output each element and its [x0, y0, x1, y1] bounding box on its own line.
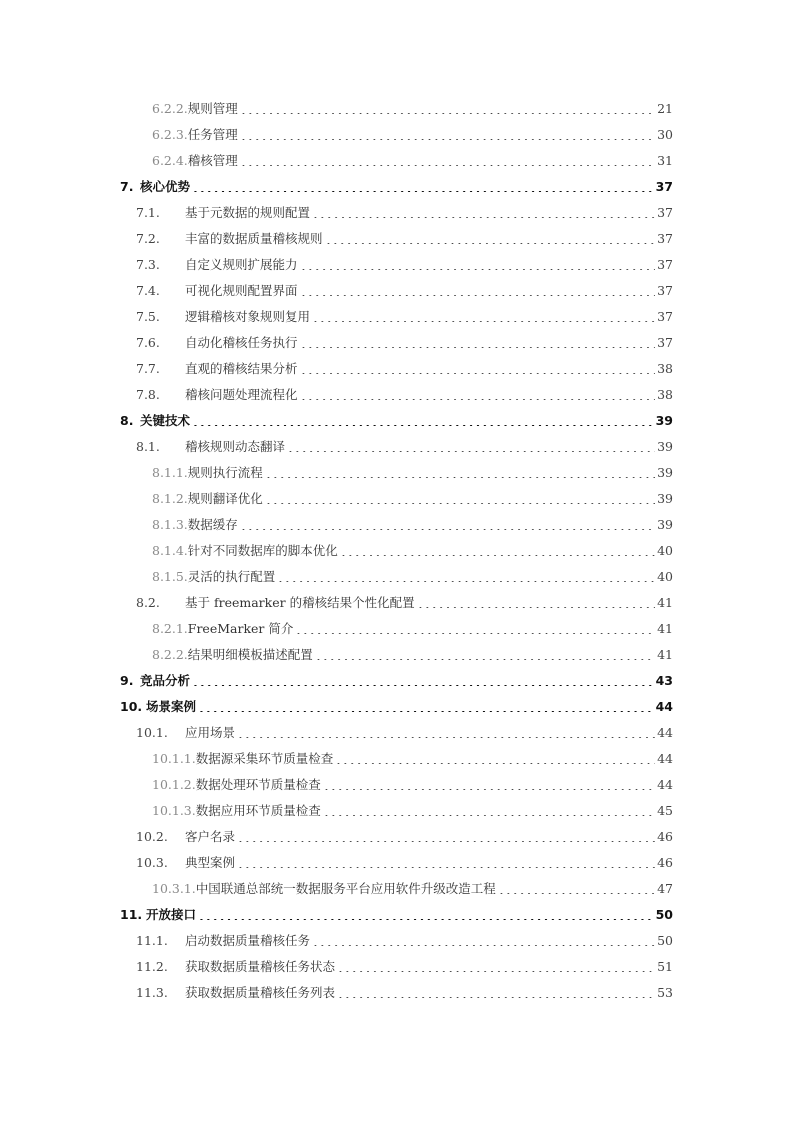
toc-number: 6.2.3. — [152, 127, 188, 142]
toc-page-number: 44 — [655, 699, 673, 714]
dot-leader — [340, 538, 655, 564]
toc-title: 典型案例 — [185, 855, 236, 870]
dot-leader — [277, 564, 655, 590]
toc-page-number: 44 — [657, 725, 673, 740]
toc-entry[interactable] — [152, 746, 673, 772]
dot-leader — [192, 174, 654, 200]
toc-title: 基于 freemarker 的稽核结果个性化配置 — [185, 595, 415, 610]
toc-page-number: 30 — [657, 127, 673, 142]
toc-entry[interactable] — [152, 616, 673, 642]
toc-entry[interactable] — [136, 850, 673, 876]
toc-number: 7.8. — [136, 387, 160, 402]
toc-title: 客户名录 — [185, 829, 236, 844]
toc-title: 稽核管理 — [187, 153, 238, 168]
toc-page-number: 37 — [657, 309, 673, 324]
dot-leader — [312, 928, 655, 954]
toc-number: 8.1.5. — [152, 569, 188, 584]
toc-number: 8.2.2. — [152, 647, 188, 662]
dot-leader — [498, 876, 655, 902]
toc-number: 8.1.1. — [152, 465, 188, 480]
dot-leader — [192, 668, 654, 694]
toc-page-number: 41 — [657, 595, 673, 610]
toc-page-number: 39 — [657, 491, 673, 506]
dot-leader — [240, 96, 655, 122]
toc-number: 11.3. — [136, 985, 168, 1000]
toc-entry[interactable] — [120, 408, 673, 434]
toc-entry[interactable] — [136, 824, 673, 850]
toc-title: FreeMarker 简介 — [187, 621, 294, 636]
toc-page-number: 40 — [657, 543, 673, 558]
dot-leader — [323, 798, 655, 824]
toc-page-number: 38 — [657, 387, 673, 402]
toc-number: 7.2. — [136, 231, 160, 246]
toc-entry[interactable] — [136, 954, 673, 980]
toc-number: 10.2. — [136, 829, 168, 844]
dot-leader — [300, 330, 656, 356]
toc-entry[interactable] — [136, 252, 673, 278]
toc-title: 竞品分析 — [140, 673, 191, 688]
toc-number: 7.7. — [136, 361, 160, 376]
toc-title: 自动化稽核任务执行 — [185, 335, 298, 350]
toc-page-number: 47 — [657, 881, 673, 896]
toc-number: 10.1.2. — [152, 777, 196, 792]
toc-title: 规则管理 — [187, 101, 238, 116]
dot-leader — [198, 694, 654, 720]
dot-leader — [323, 772, 655, 798]
toc-title: 任务管理 — [187, 127, 238, 142]
toc-title: 中国联通总部统一数据服务平台应用软件升级改造工程 — [195, 881, 496, 896]
toc-entry[interactable] — [120, 902, 673, 928]
toc-entry[interactable] — [120, 668, 673, 694]
dot-leader — [237, 720, 655, 746]
dot-leader — [287, 434, 655, 460]
toc-title: 灵活的执行配置 — [187, 569, 276, 584]
toc-page-number: 37 — [657, 257, 673, 272]
toc-entry[interactable] — [136, 382, 673, 408]
dot-leader — [240, 122, 655, 148]
toc-title: 核心优势 — [140, 179, 191, 194]
toc-number: 10.3.1. — [152, 881, 196, 896]
toc-number: 8.2.1. — [152, 621, 188, 636]
toc-number: 8.1.3. — [152, 517, 188, 532]
toc-number: 8.2. — [136, 595, 160, 610]
toc-entry[interactable] — [136, 278, 673, 304]
toc-entry[interactable] — [152, 538, 673, 564]
toc-page-number: 46 — [657, 855, 673, 870]
toc-entry[interactable] — [136, 330, 673, 356]
toc-page-number: 43 — [655, 673, 673, 688]
toc-entry[interactable] — [136, 200, 673, 226]
toc-entry[interactable] — [120, 174, 673, 200]
toc-page-number: 44 — [657, 777, 673, 792]
dot-leader — [237, 824, 655, 850]
toc-number: 8.1. — [136, 439, 160, 454]
toc-title: 稽核规则动态翻译 — [185, 439, 286, 454]
dot-leader — [337, 980, 655, 1006]
toc-title: 数据处理环节质量检查 — [195, 777, 321, 792]
toc-page-number: 41 — [657, 647, 673, 662]
toc-entry[interactable] — [152, 798, 673, 824]
toc-title: 规则翻译优化 — [187, 491, 263, 506]
toc-number: 7.5. — [136, 309, 160, 324]
toc-title: 数据应用环节质量检查 — [195, 803, 321, 818]
toc-title: 数据源采集环节质量检查 — [195, 751, 334, 766]
toc-number: 11. — [120, 907, 143, 922]
toc-entry[interactable] — [152, 460, 673, 486]
toc-entry[interactable] — [136, 226, 673, 252]
toc-number: 11.2. — [136, 959, 168, 974]
toc-page-number: 51 — [657, 959, 673, 974]
toc-number: 8.1.2. — [152, 491, 188, 506]
dot-leader — [312, 200, 655, 226]
toc-title: 丰富的数据质量稽核规则 — [185, 231, 323, 246]
dot-leader — [300, 278, 656, 304]
toc-number: 7.3. — [136, 257, 160, 272]
toc-page-number: 38 — [657, 361, 673, 376]
toc-title: 自定义规则扩展能力 — [185, 257, 298, 272]
toc-number: 9. — [120, 673, 134, 688]
toc-title: 可视化规则配置界面 — [185, 283, 298, 298]
toc-title: 直观的稽核结果分析 — [185, 361, 298, 376]
toc-number: 7.1. — [136, 205, 160, 220]
toc-entry[interactable] — [136, 720, 673, 746]
toc-entry[interactable] — [152, 642, 673, 668]
toc-page-number: 39 — [657, 465, 673, 480]
toc-title: 结果明细模板描述配置 — [187, 647, 313, 662]
toc-title: 场景案例 — [146, 699, 197, 714]
dot-leader — [198, 902, 654, 928]
toc-title: 开放接口 — [146, 907, 197, 922]
toc-page-number: 50 — [655, 907, 673, 922]
dot-leader — [295, 616, 655, 642]
toc-entry[interactable] — [152, 564, 673, 590]
toc-page-number: 37 — [657, 205, 673, 220]
dot-leader — [337, 954, 655, 980]
dot-leader — [265, 486, 655, 512]
toc-page-number: 41 — [657, 621, 673, 636]
toc-entry[interactable] — [152, 512, 673, 538]
toc-entry[interactable] — [136, 304, 673, 330]
toc-number: 7.6. — [136, 335, 160, 350]
toc-page-number: 39 — [657, 439, 673, 454]
toc-number: 8. — [120, 413, 134, 428]
toc-number: 10.1.1. — [152, 751, 196, 766]
toc-title: 规则执行流程 — [187, 465, 263, 480]
dot-leader — [315, 642, 655, 668]
dot-leader — [192, 408, 654, 434]
toc-number: 7.4. — [136, 283, 160, 298]
toc-entry[interactable] — [136, 434, 673, 460]
toc-number: 10. — [120, 699, 143, 714]
toc-title: 关键技术 — [140, 413, 191, 428]
toc-title: 基于元数据的规则配置 — [185, 205, 311, 220]
toc-page-number: 39 — [657, 517, 673, 532]
toc-page-number: 37 — [657, 231, 673, 246]
toc-title: 数据缓存 — [187, 517, 238, 532]
toc-title: 获取数据质量稽核任务列表 — [185, 985, 336, 1000]
toc-page-number: 21 — [657, 101, 673, 116]
toc-entry[interactable] — [152, 122, 673, 148]
toc-number: 6.2.2. — [152, 101, 188, 116]
toc-entry[interactable] — [136, 980, 673, 1006]
toc-title: 应用场景 — [185, 725, 236, 740]
toc-title: 逻辑稽核对象规则复用 — [185, 309, 311, 324]
toc-number: 10.3. — [136, 855, 168, 870]
toc-page-number: 37 — [657, 283, 673, 298]
dot-leader — [300, 382, 656, 408]
toc-entry[interactable] — [136, 928, 673, 954]
dot-leader — [417, 590, 656, 616]
toc-page-number: 37 — [657, 335, 673, 350]
dot-leader — [325, 226, 656, 252]
toc-page-number: 37 — [655, 179, 673, 194]
dot-leader — [300, 356, 656, 382]
toc-entry[interactable] — [152, 772, 673, 798]
toc-page-number: 53 — [657, 985, 673, 1000]
toc-title: 针对不同数据库的脚本优化 — [187, 543, 338, 558]
dot-leader — [300, 252, 656, 278]
toc-number: 10.1. — [136, 725, 168, 740]
toc-entry[interactable] — [136, 590, 673, 616]
toc-entry[interactable] — [136, 356, 673, 382]
toc-number: 11.1. — [136, 933, 168, 948]
toc-page-number: 45 — [657, 803, 673, 818]
toc-entry[interactable] — [152, 876, 673, 902]
toc-page-number: 50 — [657, 933, 673, 948]
toc-title: 获取数据质量稽核任务状态 — [185, 959, 336, 974]
dot-leader — [335, 746, 655, 772]
toc-entry[interactable] — [152, 96, 673, 122]
toc-page-number: 40 — [657, 569, 673, 584]
toc-number: 8.1.4. — [152, 543, 188, 558]
toc-page-number: 39 — [655, 413, 673, 428]
dot-leader — [312, 304, 655, 330]
dot-leader — [265, 460, 655, 486]
toc-page-number: 46 — [657, 829, 673, 844]
toc-number: 6.2.4. — [152, 153, 188, 168]
toc-entry[interactable] — [120, 694, 673, 720]
toc-number: 7. — [120, 179, 134, 194]
dot-leader — [240, 148, 655, 174]
toc-entry[interactable] — [152, 486, 673, 512]
toc-title: 稽核问题处理流程化 — [185, 387, 298, 402]
toc-page-number: 44 — [657, 751, 673, 766]
dot-leader — [237, 850, 655, 876]
dot-leader — [240, 512, 655, 538]
toc-entry[interactable] — [152, 148, 673, 174]
toc-page-number: 31 — [657, 153, 673, 168]
toc-title: 启动数据质量稽核任务 — [185, 933, 311, 948]
toc-number: 10.1.3. — [152, 803, 196, 818]
